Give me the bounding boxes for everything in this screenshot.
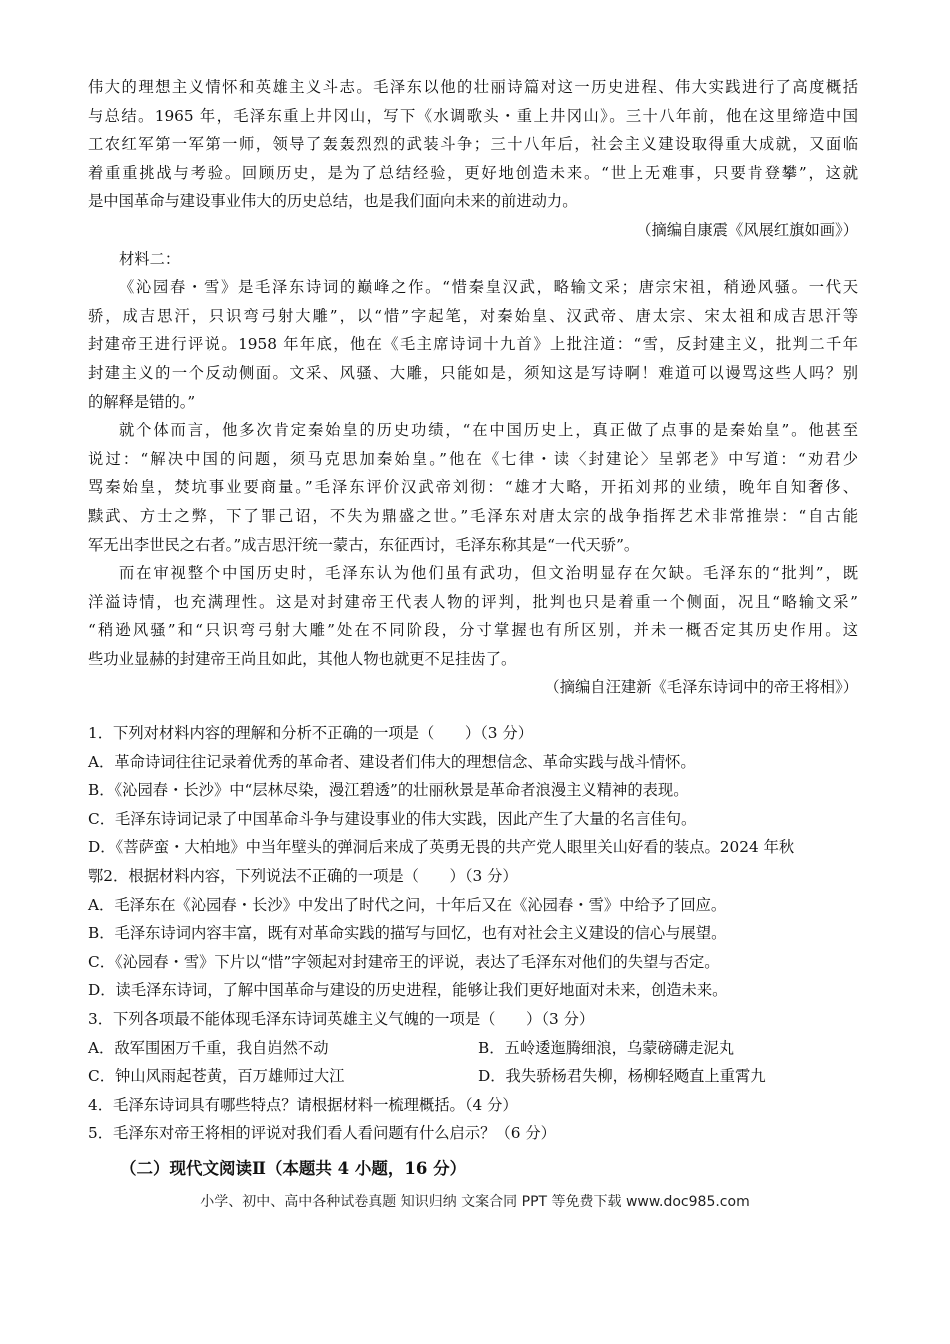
material2-p3-line: “稍逊风骚”和“只识弯弓射大雕”处在不同阶段，分寸掌握也有所区别，并未一概否定其历史作用。这: [88, 621, 858, 640]
material2-p2-line: 说过：“解决中国的问题，须马克思加秦始皇。”他在《七律・读〈封建论〉呈郭老》中写道：“劝君少: [88, 449, 858, 468]
material2-heading: 材料二：: [119, 249, 181, 268]
material1-source: （摘编自康震《风展红旗如画》）: [636, 220, 858, 239]
material2-p3-line: 些功业显赫的封建帝王尚且如此，其他人物也就更不足挂齿了。: [88, 649, 517, 668]
q3-options-row-1: [88, 1034, 868, 1063]
q3-option-c: C．钟山风雨起苍黄，百万雄师过大江: [88, 1067, 345, 1086]
q1-option-c: C．毛泽东诗词记录了中国革命斗争与建设事业的伟大实践，因此产生了大量的名言佳句。: [88, 809, 697, 828]
material2-p1-line: 《沁园春・雪》是毛泽东诗词的巅峰之作。“惜秦皇汉武，略输文采；唐宗宋祖，稍逊风骚。一代天: [119, 278, 858, 297]
material2-p3-line: 而在审视整个中国历史时，毛泽东认为他们虽有武功，但文治明显存在欠缺。毛泽东的“批判”，既: [119, 564, 858, 583]
material2-p1-line: 骄，成吉思汗，只识弯弓射大雕”，以“惜”字起笔，对秦始皇、汉武帝、唐太宗、宋太祖和成吉思汗等: [88, 306, 858, 325]
material2-p1-line: 封建主义的一个反动侧面。文采、风骚、大雕，只能如是，须知这是写诗啊！难道可以谩骂这些人吗？别: [88, 363, 858, 382]
q2-option-c: C．《沁园春・雪》下片以“惜”字领起对封建帝王的评说，表达了毛泽东对他们的失望与否定。: [88, 952, 720, 971]
q2-option-d: D．读毛泽东诗词，了解中国革命与建设的历史进程，能够让我们更好地面对未来，创造未来。: [88, 981, 728, 1000]
section-heading: （二）现代文阅读Ⅱ（本题共 4 小题，16 分）: [120, 1159, 467, 1178]
q2-option-b: B．毛泽东诗词内容丰富，既有对革命实践的描写与回忆，也有对社会主义建设的信心与展望。: [88, 924, 727, 943]
q1-option-a: A．革命诗词往往记录着优秀的革命者、建设者们伟大的理想信念、革命实践与战斗情怀。: [88, 752, 696, 771]
q3-option-b: B．五岭逶迤腾细浪，乌蒙磅礴走泥丸: [478, 1038, 734, 1057]
material1-line: 工农红军第一军第一师，领导了轰轰烈烈的武装斗争；三十八年后，社会主义建设取得重大成就，又面临: [88, 135, 858, 154]
question-block: [88, 719, 868, 1148]
reading-passage: [88, 73, 858, 702]
material1-line: 是中国革命与建设事业伟大的历史总结，也是我们面向未来的前进动力。: [88, 192, 578, 211]
material2-p2-line: 就个体而言，他多次肯定秦始皇的历史功绩，“在中国历史上，真正做了点事的是秦始皇”。他甚至: [119, 421, 858, 440]
q3-stem: 3．下列各项最不能体现毛泽东诗词英雄主义气魄的一项是（ ）（3 分）: [88, 1009, 595, 1028]
q1-stem: 1．下列对材料内容的理解和分析不正确的一项是（ ）（3 分）: [88, 724, 533, 742]
material2-p1-line: 封建帝王进行评说。1958 年年底，他在《毛主席诗词十九首》上批注道：“雪，反封建主义，批判二千年: [88, 335, 858, 354]
material2-source: （摘编自汪建新《毛泽东诗词中的帝王将相》）: [544, 678, 858, 697]
q1-option-d: D．《菩萨蛮・大柏地》中当年壁头的弹洞后来成了英勇无畏的共产党人眼里关山好看的装点。2024 年秋: [88, 838, 795, 857]
material1-line: 伟大的理想主义情怀和英雄主义斗志。毛泽东以他的壮丽诗篇对这一历史进程、伟大实践进行了高度概括: [88, 78, 858, 96]
q3-option-d: D．我失骄杨君失柳，杨柳轻飏直上重霄九: [478, 1067, 766, 1086]
q4-stem: 4．毛泽东诗词具有哪些特点？请根据材料一梳理概括。（4 分）: [88, 1095, 518, 1114]
q3-option-a: A．敌军围困万千重，我自岿然不动: [88, 1038, 329, 1057]
footer-text: 小学、初中、高中各种试卷真题 知识归纳 文案合同 PPT 等免费下载 www.doc985.com: [200, 1194, 750, 1210]
material1-line: 着重重挑战与考验。回顾历史，是为了总结经验，更好地创造未来。“世上无难事，只要肯登攀”，这就: [88, 163, 858, 182]
material2-p1-line: 的解释是错的。”: [88, 392, 196, 411]
material2-p3-line: 洋溢诗情，也充满理性。这是对封建帝王代表人物的评判，批判也只是着重一个侧面，况且“略输文采”: [88, 592, 858, 611]
q2-option-a: A．毛泽东在《沁园春・长沙》中发出了时代之问，十年后又在《沁园春・雪》中给予了回应。: [88, 895, 727, 914]
q5-stem: 5．毛泽东对帝王将相的评说对我们看人看问题有什么启示？（6 分）: [88, 1124, 556, 1143]
material2-p2-line: 黩武、方士之弊，下了罪己诏，不失为鼎盛之世。”毛泽东对唐太宗的战争指挥艺术非常推崇：“自古能: [88, 506, 858, 525]
q2-stem: 鄂2．根据材料内容，下列说法不正确的一项是（ ）（3 分）: [88, 866, 518, 885]
q3-options-row-2: [88, 1062, 868, 1091]
material2-p2-line: 军无出李世民之右者。”成吉思汗统一蒙古，东征西讨，毛泽东称其是“一代天骄”。: [88, 535, 640, 554]
q1-option-b: B．《沁园春・长沙》中“层林尽染，漫江碧透”的壮丽秋景是革命者浪漫主义精神的表现。: [88, 781, 689, 800]
material2-p2-line: 骂秦始皇，焚坑事业要商量。”毛泽东评价汉武帝刘彻：“雄才大略，开拓刘邦的业绩，晚年自知奢侈、: [88, 478, 858, 497]
material1-line: 与总结。1965 年，毛泽东重上井冈山，写下《水调歌头・重上井冈山》。三十八年前，他在这里缔造中国: [88, 106, 858, 125]
